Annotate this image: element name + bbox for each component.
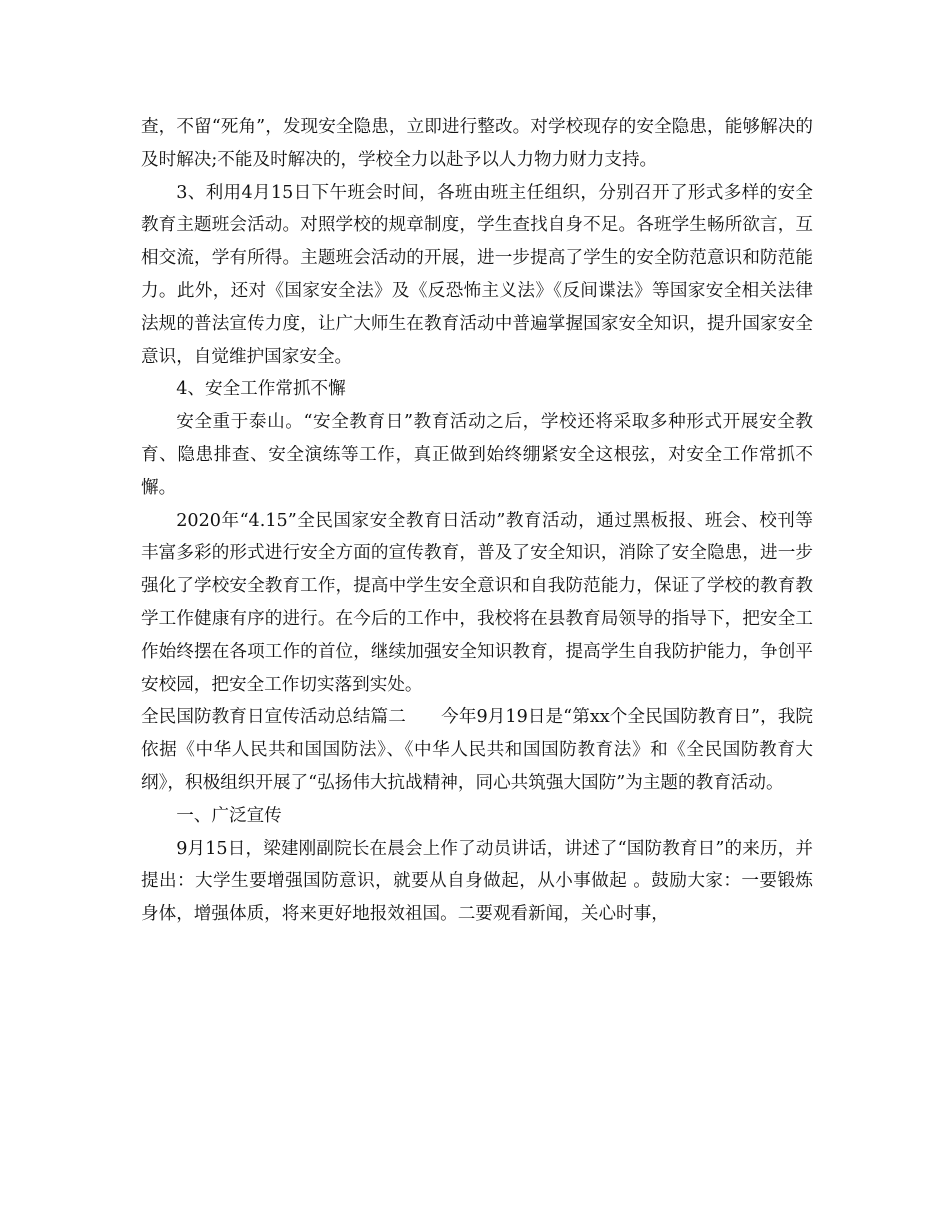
paragraph-continuation: 查，不留“死角”，发现安全隐患，立即进行整改。对学校现存的安全隐患，能够解决的及时解决;不能及时解决的，学校全力以赴予以人力物力财力支持。 [141,117,813,170]
section-heading-publicity: 一、广泛宣传 [176,805,282,826]
article-two-intro: 全民国防教育日宣传活动总结篇二 今年9月19日是“第xx个全民国防教育日”，我院依据《中华人民共和国国防法》、《中华人民共和国国防教育法》和《全民国防教育大纲》，积极组织开展了“弘扬伟大抗战精神，同心共筑强大国防”为主题的教育活动。 [141,707,813,793]
paragraph-sept-15: 9月15日，梁建刚副院长在晨会上作了动员讲话，讲述了“国防教育日”的来历，并提出：大学生要增强国防意识，就要从自身做起，从小事做起 。鼓励大家：一要锻炼身体，增强体质，将来更好地报效祖国。二要观看新闻，关心时事， [141,838,813,925]
paragraph-summary-2020: 2020年“4.15”全民国家安全教育日活动”教育活动，通过黑板报、班会、校刊等丰富多彩的形式进行安全方面的宣传教育，普及了安全知识，消除了安全隐患，进一步强化了学校安全教育工作，提高中学生安全意识和自我防范能力，保证了学校的教育教学工作健康有序的进行。在今后的工作中，我校将在县教育局领导的指导下，把安全工作始终摆在各项工作的首位，继续加强安全知识教育，提高学生自我防护能力，争创平安校园，把安全工作切实落到实处。 [141,510,813,695]
paragraph-item-3: 3、利用4月15日下午班会时间，各班由班主任组织，分别召开了形式多样的安全教育主题班会活动。对照学校的规章制度，学生查找自身不足。各班学生畅所欲言，互相交流，学有所得。主题班会活动的开展，进一步提高了学生的安全防范意识和防范能力。此外，还对《国家安全法》及《反恐怖主义法》《反间谍法》等国家安全相关法律法规的普法宣传力度，让广大师生在教育活动中普遍掌握国家安全知识，提升国家安全意识，自觉维护国家安全。 [141,182,813,367]
section-heading-item-4: 4、安全工作常抓不懈 [176,379,346,400]
document-body [141,111,813,931]
paragraph-safety: 安全重于泰山。“安全教育日”教育活动之后，学校还将采取多种形式开展安全教育、隐患排查、安全演练等工作，真正做到始终绷紧安全这根弦，对安全工作常抓不懈。 [141,412,813,498]
